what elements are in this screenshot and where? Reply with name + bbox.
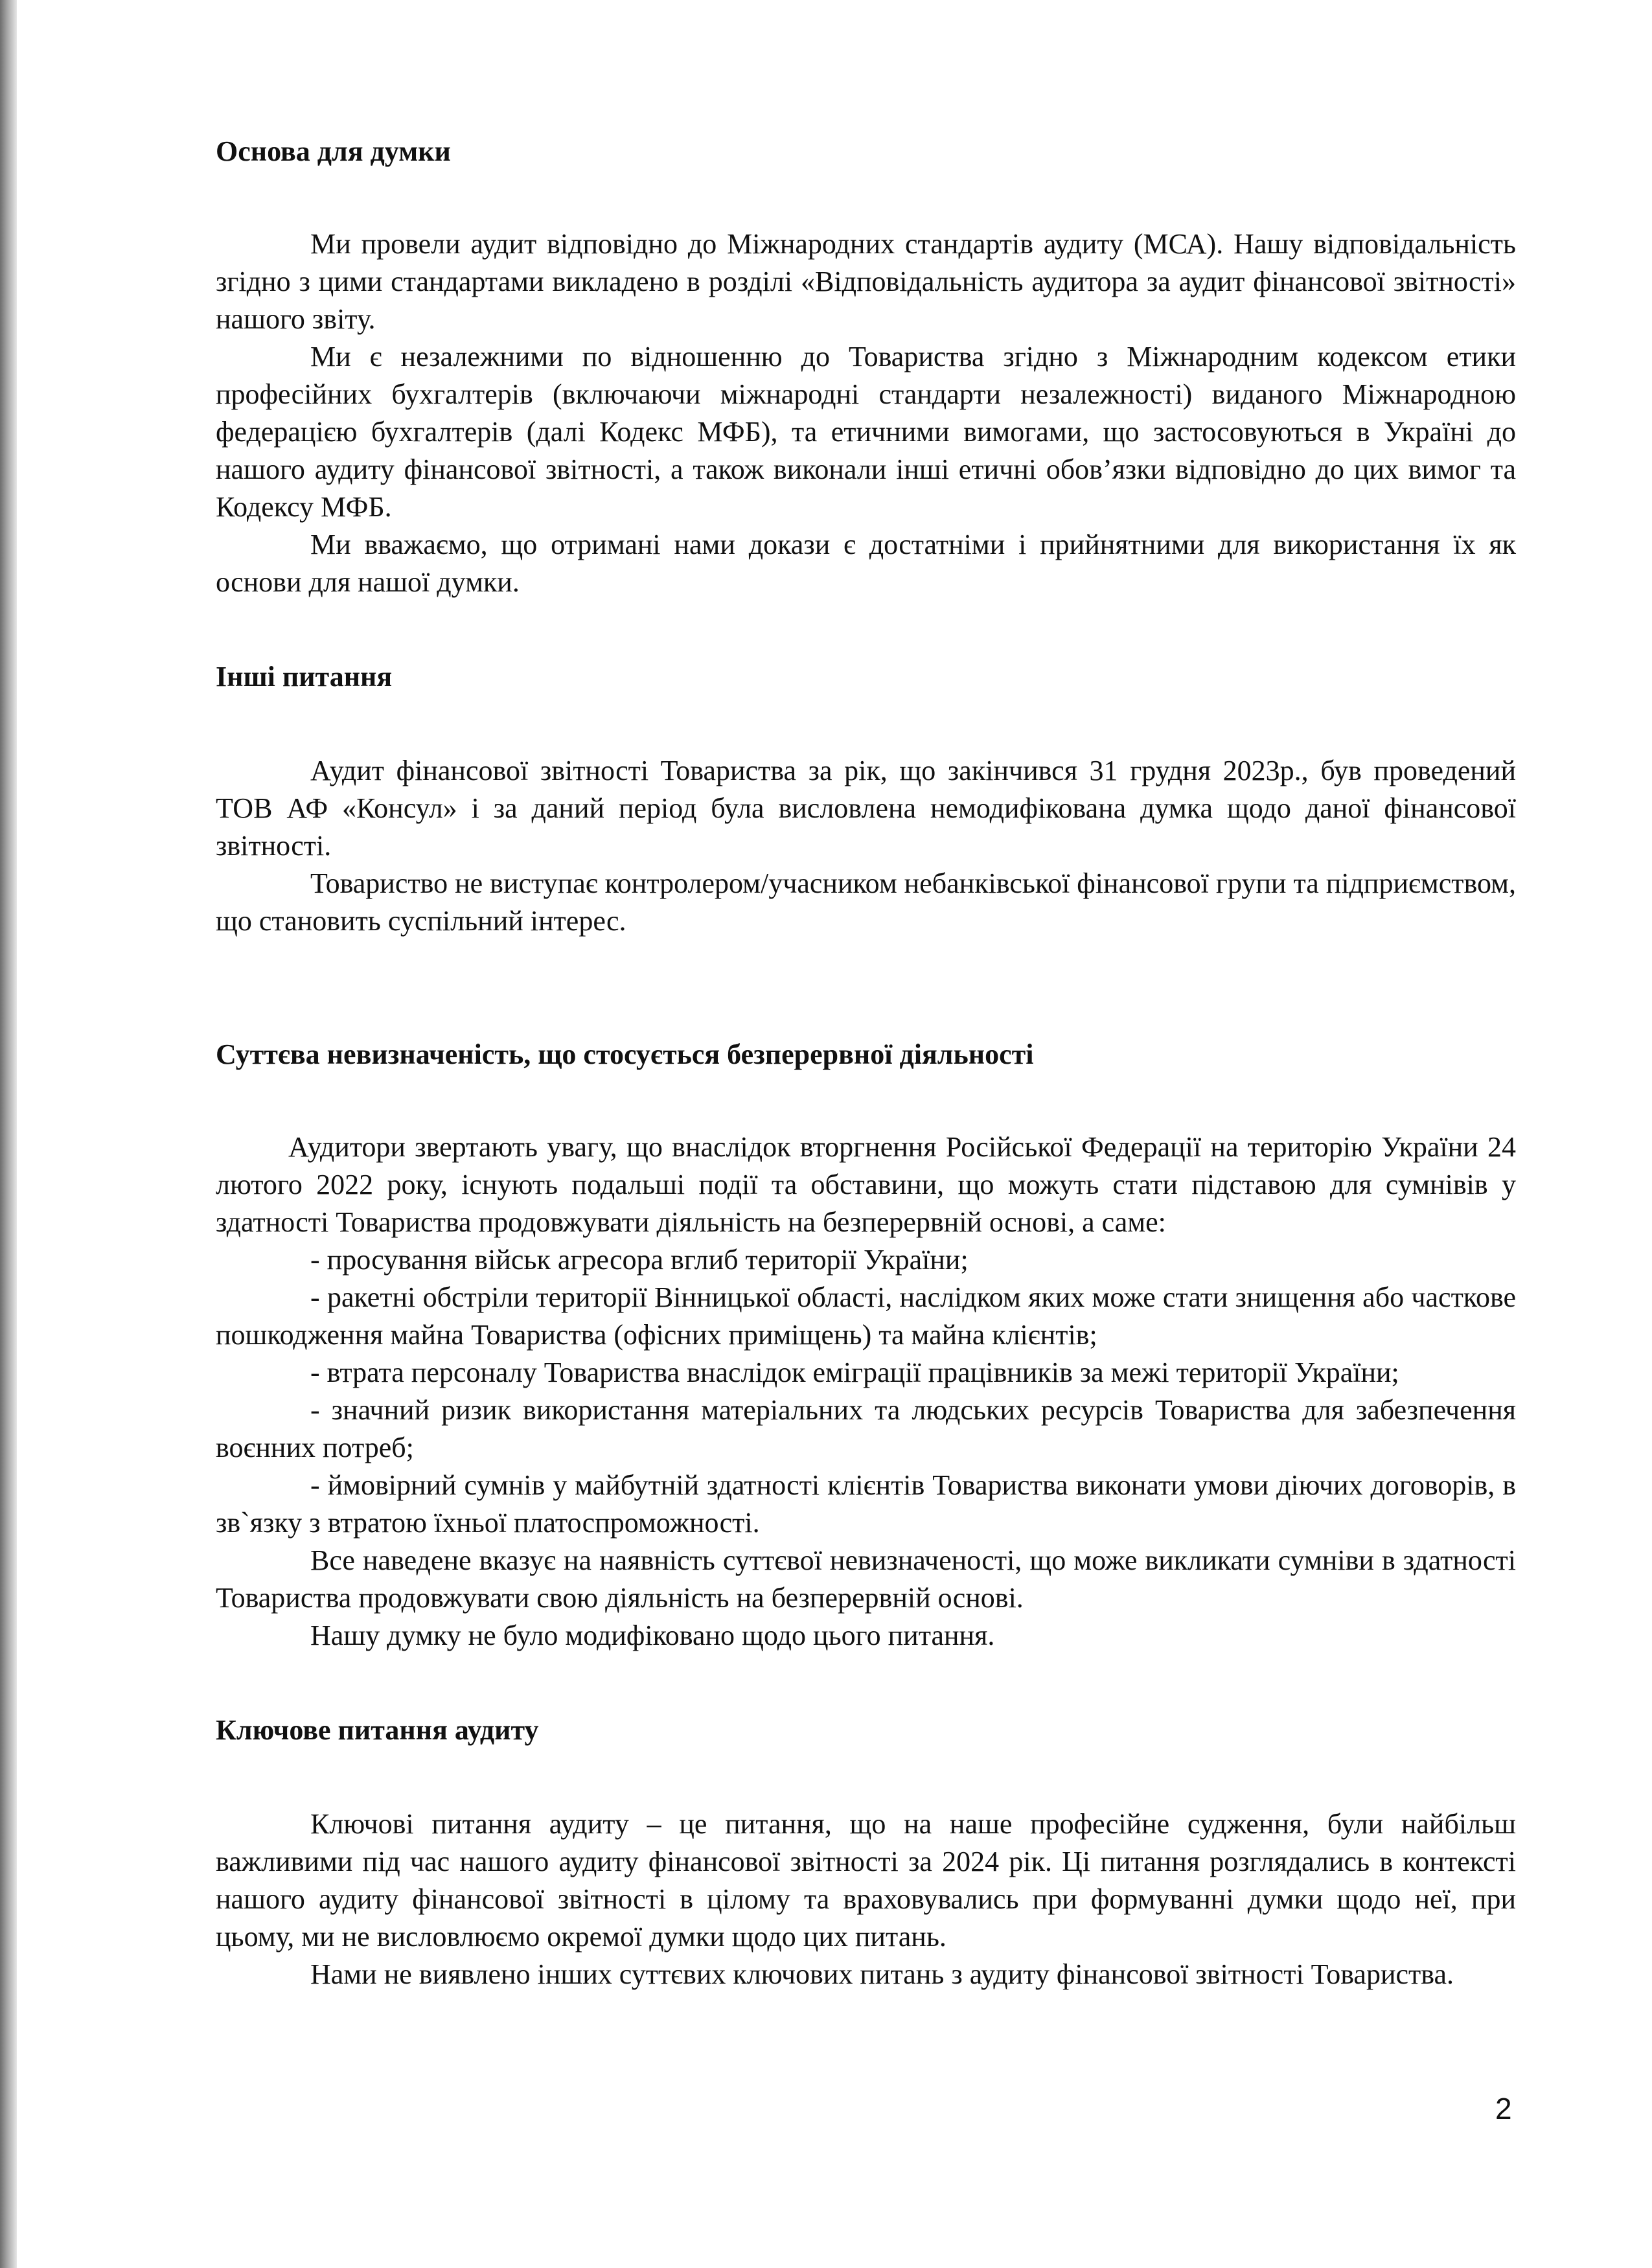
section-going-concern bbox=[216, 1036, 1516, 1655]
section-key-audit-matters bbox=[216, 1712, 1516, 1993]
section-heading: Основа для думки bbox=[216, 135, 451, 167]
paragraph: Ми провели аудит відповідно до Міжнародних стандартів аудиту (МСА). Нашу відповідальність згідно з цими стандартами викладено в розділі «Відповідальність аудитора за аудит фінансової звітності» нашого звіту. bbox=[216, 228, 1516, 335]
paragraph: Нами не виявлено інших суттєвих ключових питань з аудиту фінансової звітності Товариства. bbox=[310, 1958, 1454, 1990]
paragraph: Аудитори звертають увагу, що внаслідок вторгнення Російської Федерації на територію України 24 лютого 2022 року, існують подальші події та обставини, що можуть стати підставою для сумнівів у здатності Товариства продовжувати діяльність на безперервній основі, а саме: bbox=[216, 1131, 1516, 1238]
paragraph: Ми є незалежними по відношенню до Товариства згідно з Міжнародним кодексом етики професійних бухгалтерів (включаючи міжнародні стандарти незалежності) виданого Міжнародною федерацією бухгалтерів (далі Кодекс МФБ), та етичними вимогами, що застосовуються в Україні до нашого аудиту фінансової звітності, а також виконали інші етичні обов’язки відповідно до цих вимог та Кодексу МФБ. bbox=[216, 341, 1516, 523]
section-basis-for-opinion bbox=[216, 133, 1516, 601]
list-item: - просування військ агресора вглиб території України; bbox=[310, 1244, 969, 1276]
page-number: 2 bbox=[1495, 2092, 1512, 2125]
section-heading: Суттєва невизначеність, що стосується безперервної діяльності bbox=[216, 1038, 1034, 1070]
section-heading: Інші питання bbox=[216, 661, 393, 693]
paragraph: Все наведене вказує на наявність суттєвої невизначеності, що може викликати сумніви в здатності Товариства продовжувати свою діяльність на безперервній основі. bbox=[216, 1544, 1516, 1614]
section-other-matters bbox=[216, 658, 1516, 940]
document-page bbox=[216, 133, 1516, 1993]
paragraph: Ми вважаємо, що отримані нами докази є достатніми і прийнятними для використання їх як основи для нашої думки. bbox=[216, 529, 1516, 598]
list-item: - ракетні обстріли території Вінницької області, наслідком яких може стати знищення або часткове пошкодження майна Товариства (офісних приміщень) та майна клієнтів; bbox=[216, 1281, 1516, 1351]
paragraph: Нашу думку не було модифіковано щодо цього питання. bbox=[310, 1620, 995, 1651]
list-item: - ймовірний сумнів у майбутній здатності клієнтів Товариства виконати умови діючих договорів, в зв`язку з втратою їхньої платоспроможності. bbox=[216, 1469, 1516, 1539]
list-item: - втрата персоналу Товариства внаслідок еміграції працівників за межі території України; bbox=[310, 1357, 1399, 1388]
list-item: - значний ризик використання матеріальних та людських ресурсів Товариства для забезпечення воєнних потреб; bbox=[216, 1394, 1516, 1463]
paragraph: Товариство не виступає контролером/учасником небанківської фінансової групи та підприємством, що становить суспільний інтерес. bbox=[216, 867, 1516, 937]
paragraph: Ключові питання аудиту – це питання, що на наше професійне судження, були найбільш важливими під час нашого аудиту фінансової звітності за 2024 рік. Ці питання розглядались в контексті нашого аудиту фінансової звітності в цілому та враховувались при формуванні думки щодо неї, при цьому, ми не висловлюємо окремої думки щодо цих питань. bbox=[216, 1808, 1516, 1953]
paragraph: Аудит фінансової звітності Товариства за рік, що закінчився 31 грудня 2023р., був проведений ТОВ АФ «Консул» і за даний період була висловлена немодифікована думка щодо даної фінансової звітності. bbox=[216, 755, 1516, 862]
section-heading: Ключове питання аудиту bbox=[216, 1714, 539, 1746]
scan-shadow-edge bbox=[0, 0, 17, 2268]
